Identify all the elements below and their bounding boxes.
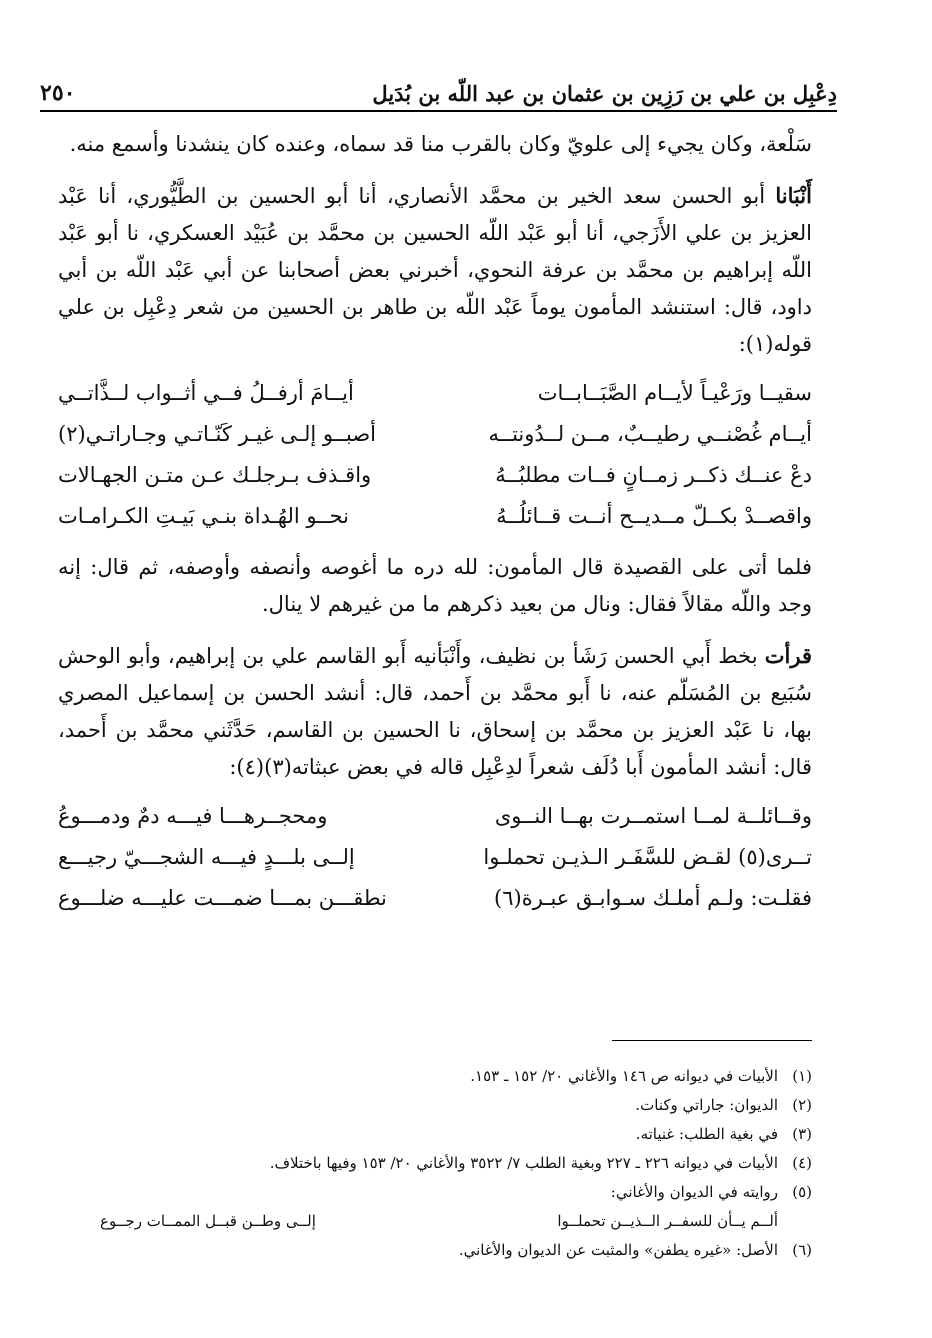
poem-1-hemistich-first: واقصــدْ بكــلّ مــديــح أنــت قــائلُــهُ: [496, 504, 812, 528]
poem-2-hemistich-first: تــرى(٥) لقـض للسَّفَـر الـذيـن تحملـوا: [483, 845, 812, 869]
paragraph-4: [58, 637, 812, 786]
poem-2-hemistich-second: إلــى بلـــدٍ فيـــه الشجـــيّ رجيـــع: [58, 845, 355, 869]
footnote-divider: [612, 1040, 812, 1041]
poem-2-hemistich-second: ومحجــرهـــا فيـــه دمٌ ودمـــوعُ: [58, 804, 328, 828]
footnote-text: الديوان: جاراتي وكنات.: [635, 1096, 778, 1114]
poem-2: [58, 796, 812, 919]
running-header: [40, 62, 837, 112]
footnote-4: [100, 1149, 812, 1178]
paragraph-4-text: بخط أَبي الحسن رَشَأ بن نظيف، وأَنْبَأنيه أَبو القاسم علي بن إبراهيم، وأبو الوحش سُبَيع بن المُسَلّم عنه، نا أَبو محمَّد بن أَحمد، قال: أنشد الحسن بن إسماعيل المصري بها، نا عَبْد العزيز بن محمَّد بن إسحاق، نا الحسين بن القاسم، حَدَّثَني محمَّد بن أَحمد، قال: أنشد المأمون أَبا دُلَف شعراً لدِعْبِل قاله في بعض عبثاته(٣)(٤):: [58, 644, 812, 779]
poem-1-hemistich-second: أصبــو إلـى غيـر كَنّـاتـي وجـاراتـي(٢): [58, 422, 377, 446]
footnote-text: الأبيات في ديوانه ص ١٤٦ والأغاني ٢٠/ ١٥٢ ـ ١٥٣.: [470, 1067, 778, 1085]
footnote-text: الأصل: «غيره يطفن» والمثبت عن الديوان والأغاني.: [458, 1241, 778, 1259]
poem-1-hemistich-second: نحــو الهُـداة بنـي بَيـتِ الكـرامـات: [58, 504, 349, 528]
poem-2-hemistich-second: نطقـــن بمـــا ضمـــت عليـــه ضلـــوع: [58, 886, 387, 910]
poem-1: [58, 373, 812, 537]
footnote-5: [100, 1178, 812, 1207]
main-text: [58, 126, 812, 931]
paragraph-4-lead: قرأت: [764, 643, 812, 668]
footnote-text: الأبيات في ديوانه ٢٢٦ ـ ٢٢٧ وبغية الطلب ٧/ ٣٥٢٢ والأغاني ٢٠/ ١٥٣ وفيها باختلاف.: [269, 1154, 778, 1172]
footnote-6: [100, 1236, 812, 1265]
footnote-5-hemistich-second: إلــى وطــن قبــل الممــات رجــوع: [100, 1212, 316, 1230]
poem-1-hemistich-second: أيــامَ أرفــلُ فــي أثــواب لــذَّاتــي: [58, 381, 354, 405]
poem-1-hemistich-second: واقـذف بـرجلـك عـن متـن الجهـالات: [58, 463, 372, 487]
page-number: ٢٥٠: [40, 80, 76, 106]
footnote-text: في بغية الطلب: غنياته.: [635, 1125, 778, 1143]
footnote-2: [100, 1091, 812, 1120]
poem-1-hemistich-first: دعْ عنــك ذكــر زمــانٍ فــات مطلبُــهُ: [495, 463, 812, 487]
footnote-number: (٦): [792, 1241, 812, 1259]
footnote-3: [100, 1120, 812, 1149]
footnote-5-couplet: [100, 1207, 812, 1236]
poem-2-couplet: [58, 878, 812, 919]
footnote-text: روايته في الديوان والأغاني:: [610, 1183, 778, 1201]
poem-2-hemistich-first: وقــائلــة لمــا استمــرت بهــا النــوى: [494, 804, 812, 828]
footnote-number: (٢): [792, 1096, 812, 1114]
paragraph-1: سَلْعة، وكان يجيء إلى علويّ وكان بالقرب منا قد سماه، وعنده كان ينشدنا وأسمع منه.: [69, 132, 812, 156]
poem-2-couplet: [58, 837, 812, 878]
paragraph-2-text: أبو الحسن سعد الخير بن محمَّد الأنصاري، أنا أبو الحسين بن الطَّيُّوري، أنا عَبْد العزيز بن علي الأَزَجي، أنا أبو عَبْد اللّه الحسين بن محمَّد بن عُبَيْد العسكري، نا أبو عَبْد اللّه إبراهيم بن محمَّد بن عرفة النحوي، أخبرني بعض أصحابنا عن أبي عَبْد اللّه بن أبي داود، قال: استنشد المأمون يوماً عَبْد اللّه بن طاهر بن الحسين من شعر دِعْبِل بن علي قوله(١):: [58, 184, 812, 356]
footnote-5-hemistich-first: ألــم يــأن للسفــر الــذيــن تحملــوا: [557, 1212, 778, 1230]
footnotes: [100, 1062, 812, 1265]
footnote-number: (١): [792, 1067, 812, 1085]
poem-1-hemistich-first: أيــام غُصْنــي رطيــبٌ، مــن لــدُونتــه: [488, 422, 812, 446]
paragraph-2: [58, 177, 812, 363]
footnote-number: (٥): [792, 1183, 812, 1201]
poem-2-hemistich-first: فقلـت: ولـم أملـك سـوابـق عبـرة(٦): [494, 886, 812, 910]
poem-1-couplet: [58, 414, 812, 455]
poem-1-couplet: [58, 455, 812, 496]
footnote-number: (٣): [792, 1125, 812, 1143]
paragraph-2-lead: أَنْبَانا: [775, 183, 812, 208]
poem-1-couplet: [58, 373, 812, 414]
poem-1-hemistich-first: سقيــا ورَعْيـاً لأيــام الصَّبَــابــات: [537, 381, 812, 405]
footnote-1: [100, 1062, 812, 1091]
footnote-number: (٤): [792, 1154, 812, 1172]
header-title: دِعْبِل بن علي بن رَزِين بن عثمان بن عبد اللّه بن بُدَيل: [372, 81, 837, 106]
poem-2-couplet: [58, 796, 812, 837]
paragraph-3: فلما أتى على القصيدة قال المأمون: لله دره ما أغوصه وأنصفه وأوصفه، ثم قال: إنه وجد واللّه مقالاً فقال: ونال من بعيد ذكرهم ما من غيرهم لا ينال.: [58, 555, 812, 616]
poem-1-couplet: [58, 496, 812, 537]
